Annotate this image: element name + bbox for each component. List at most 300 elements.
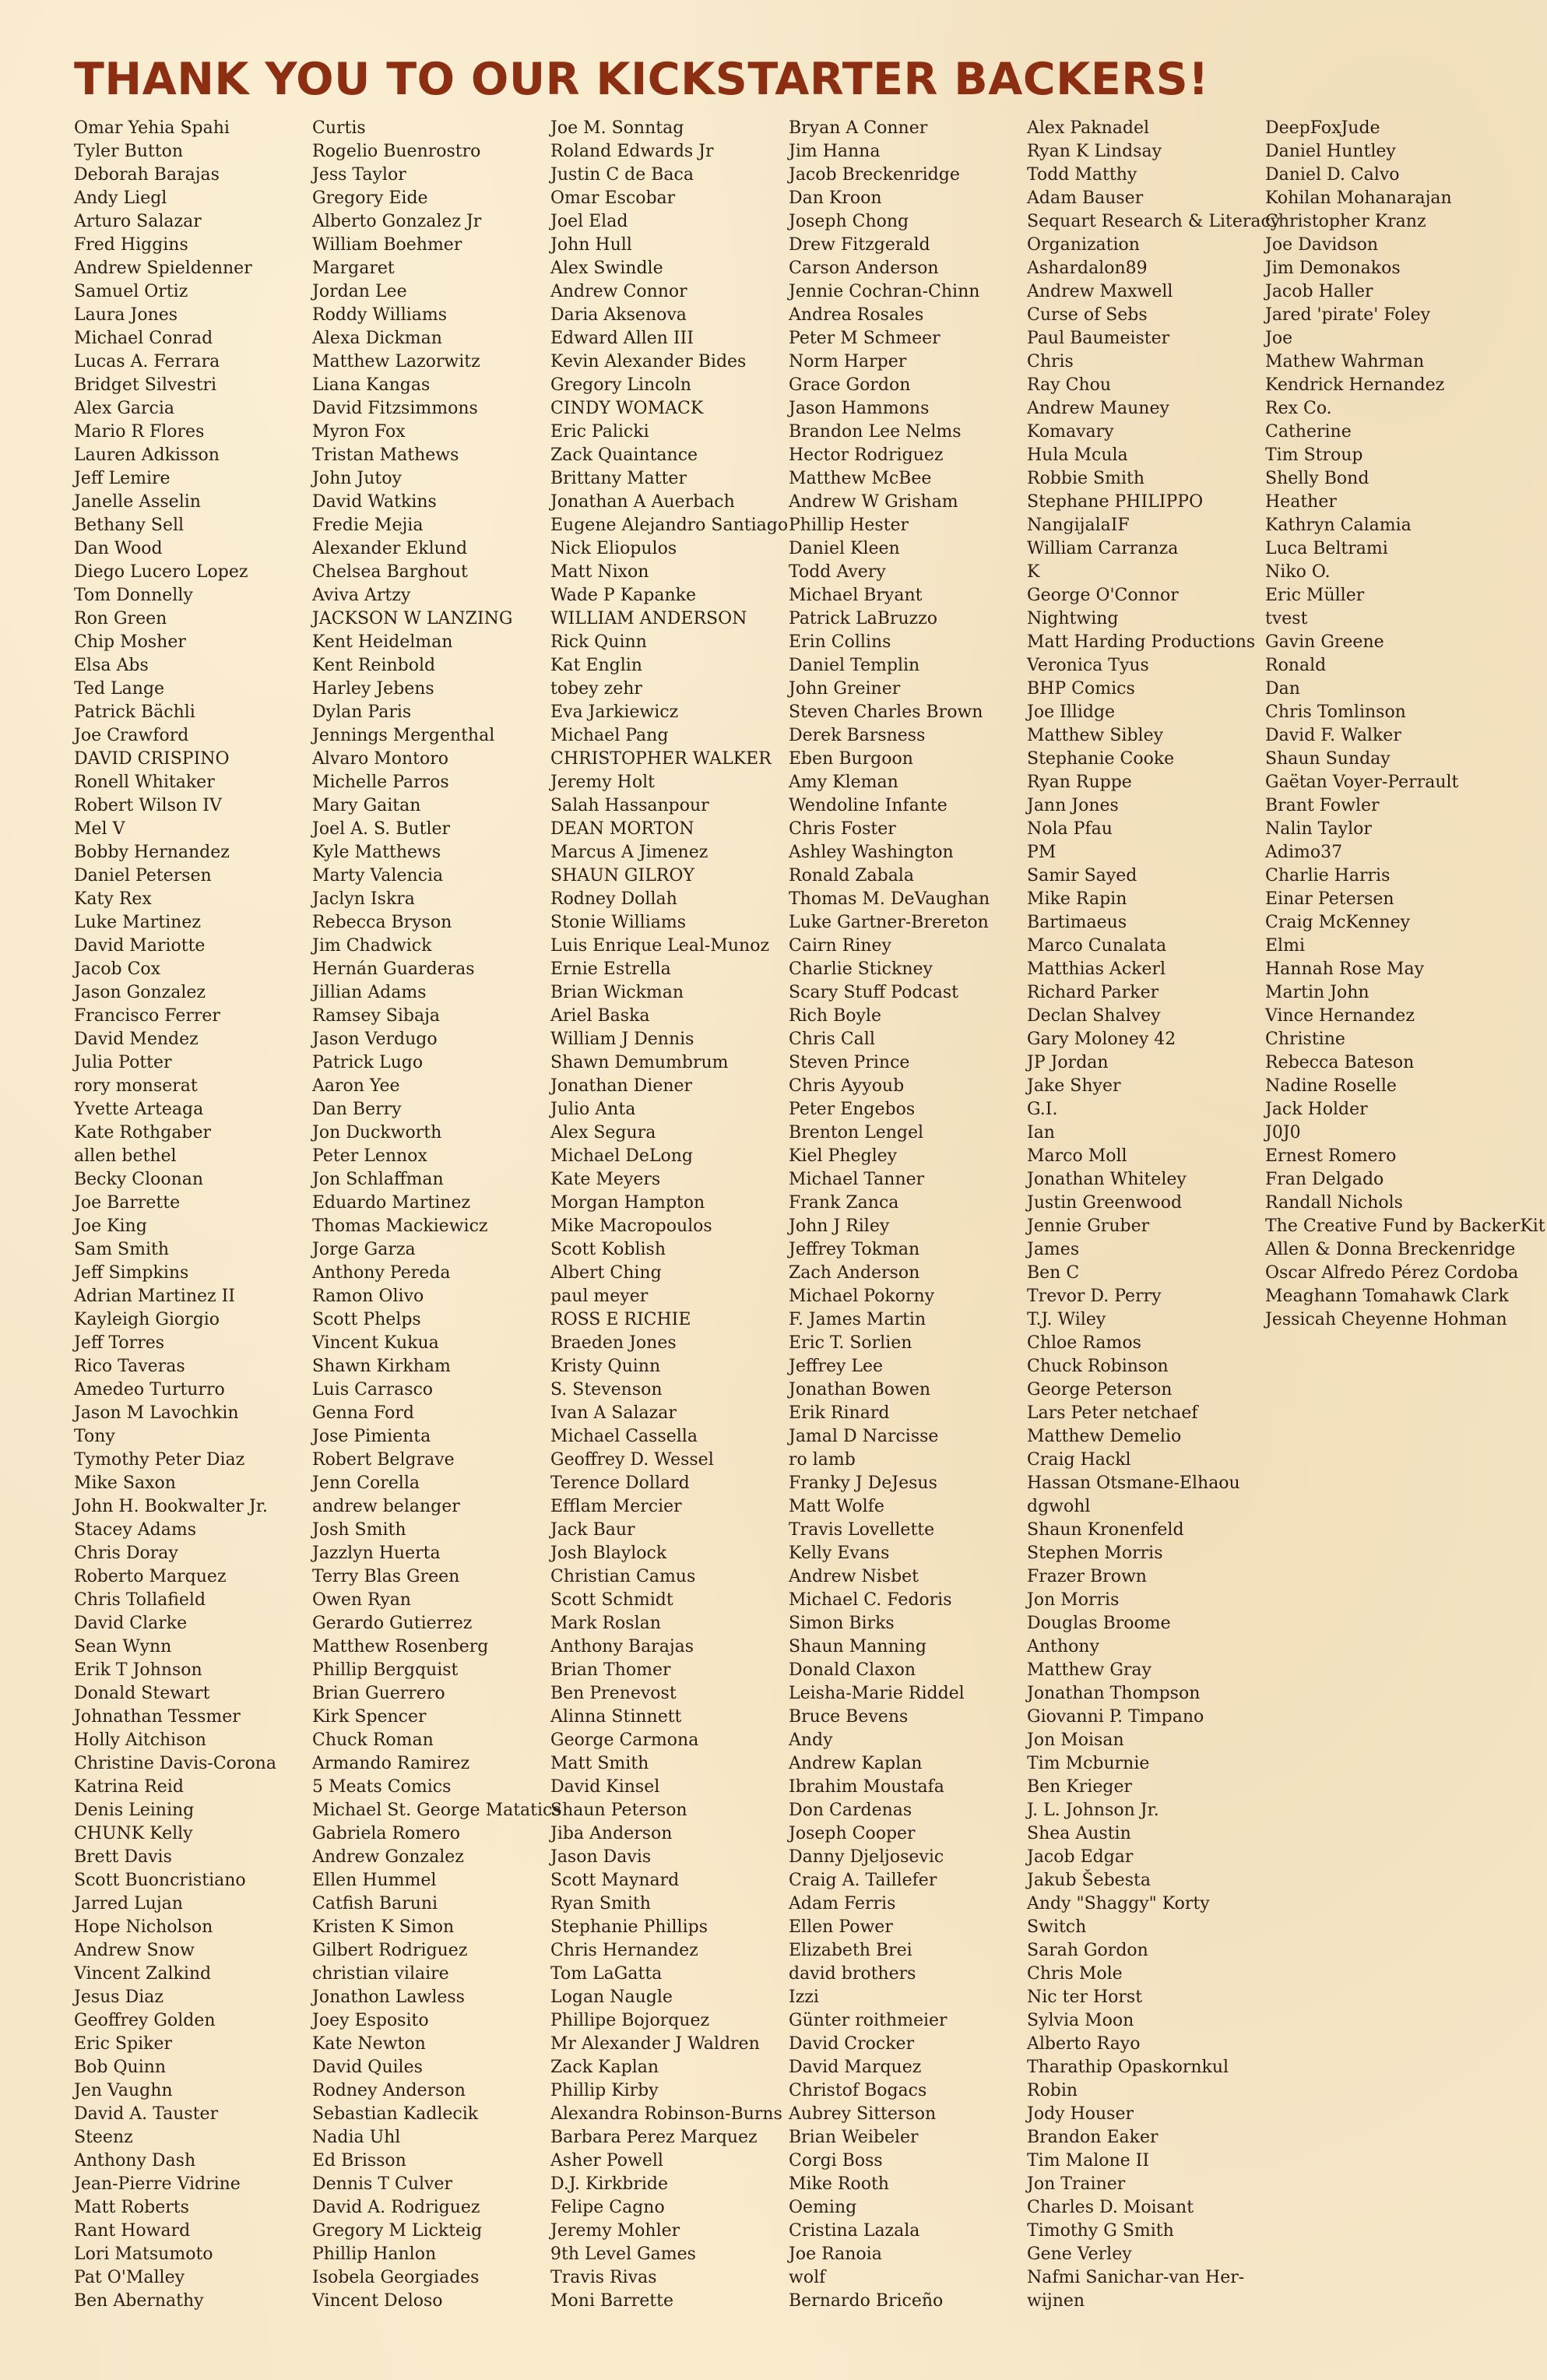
backer-name: Peter Lennox — [312, 1146, 427, 1166]
backer-name: Adimo37 — [1265, 843, 1343, 862]
backer-name: Elmi — [1265, 936, 1305, 956]
backer-name: Michael Bryant — [789, 586, 923, 605]
backer-name: Kate Newton — [312, 2034, 426, 2054]
backer-name: Arturo Salazar — [74, 212, 202, 231]
backer-name: Drew Fitzgerald — [789, 235, 930, 255]
backer-name: Ben Abernathy — [74, 2291, 204, 2311]
backer-column-1 — [74, 117, 312, 2313]
backer-name: Josh Smith — [312, 1520, 406, 1540]
backer-name: Daniel Kleen — [789, 539, 900, 558]
backer-name: Chris Foster — [789, 819, 896, 839]
backer-name: Ryan Ruppe — [1027, 773, 1132, 792]
backer-name: Oscar Alfredo Pérez Cordoba — [1265, 1263, 1519, 1283]
backer-name: Ellen Hummel — [312, 1871, 437, 1890]
backer-name: Matt Nixon — [550, 562, 649, 582]
backer-name: Todd Avery — [789, 562, 886, 582]
backer-name: Asher Powell — [550, 2151, 663, 2171]
backer-name: Julia Potter — [74, 1053, 172, 1072]
backer-name: Mike Rooth — [789, 2174, 889, 2194]
backer-name: Rodney Dollah — [550, 889, 677, 909]
backer-name: Nadia Uhl — [312, 2128, 401, 2147]
backer-name: William Boehmer — [312, 235, 462, 255]
backer-name: Adam Bauser — [1027, 188, 1144, 208]
backer-name: Adam Ferris — [789, 1894, 896, 1914]
backer-name: Peter Engebos — [789, 1100, 916, 1119]
backer-name: Scary Stuff Podcast — [789, 983, 958, 1002]
backer-name: Declan Shalvey — [1027, 1006, 1161, 1026]
backer-name: Scott Phelps — [312, 1310, 421, 1329]
backer-name: Brian Thomer — [550, 1660, 671, 1680]
backer-name: Alex Segura — [550, 1123, 656, 1142]
backer-name: Aviva Artzy — [312, 586, 411, 605]
backer-name: Jon Morris — [1027, 1590, 1120, 1610]
backer-name: Michelle Parros — [312, 773, 449, 792]
backer-name: Kent Heidelman — [312, 632, 453, 652]
backer-name: Frazer Brown — [1027, 1567, 1147, 1586]
backer-name: Charlie Harris — [1265, 866, 1391, 885]
backer-name: Joseph Cooper — [789, 1824, 916, 1843]
backer-name: Kathryn Calamia — [1265, 516, 1412, 535]
backer-name: Ivan A Salazar — [550, 1403, 677, 1423]
backer-name: wijnen — [1027, 2291, 1085, 2311]
backer-name: Shawn Demumbrum — [550, 1053, 729, 1072]
backer-name: Rico Taveras — [74, 1357, 185, 1376]
backer-name: Harley Jebens — [312, 679, 434, 699]
backer-name: Janelle Asselin — [74, 492, 201, 512]
backer-name: Rich Boyle — [789, 1006, 881, 1026]
backer-name: Niko O. — [1265, 562, 1331, 582]
backer-name: Josh Blaylock — [550, 1544, 667, 1563]
backer-name: Bryan A Conner — [789, 118, 928, 138]
backer-name: Joe — [1265, 329, 1293, 348]
backer-name: Andrea Rosales — [789, 305, 924, 325]
backer-name: Kohilan Mohanarajan — [1265, 188, 1452, 208]
backer-name: Ronald — [1265, 656, 1327, 675]
backer-name: Ron Green — [74, 609, 167, 628]
backer-name: Phillip Bergquist — [312, 1660, 459, 1680]
backer-name: Shelly Bond — [1265, 469, 1369, 488]
backer-name: Ryan Smith — [550, 1894, 651, 1914]
backer-name: Terence Dollard — [550, 1473, 690, 1493]
backer-name: Robbie Smith — [1027, 469, 1145, 488]
backer-name: JP Jordan — [1027, 1053, 1109, 1072]
backer-name: Chris Tollafield — [74, 1590, 206, 1610]
backer-name: Justin C de Baca — [550, 165, 694, 185]
backer-name: Tymothy Peter Diaz — [74, 1450, 245, 1470]
backer-name: Ted Lange — [74, 679, 165, 699]
backer-name: Ariel Baska — [550, 1006, 650, 1026]
backer-name: Armando Ramirez — [312, 1754, 470, 1773]
backer-name: Chris Doray — [74, 1544, 178, 1563]
backer-name: Omar Yehia Spahi — [74, 118, 230, 138]
backer-name: Diego Lucero Lopez — [74, 562, 248, 582]
backer-name: Mike Rapin — [1027, 889, 1127, 909]
backer-name: Ramon Olivo — [312, 1287, 424, 1306]
backer-name: Matt Harding Productions — [1027, 632, 1256, 652]
backer-name: tvest — [1265, 609, 1308, 628]
backer-name: Braeden Jones — [550, 1333, 677, 1353]
backer-name: Jann Jones — [1027, 796, 1119, 815]
backer-name: Daniel Petersen — [74, 866, 212, 885]
backer-name: J. L. Johnson Jr. — [1027, 1801, 1159, 1820]
backer-name: Eva Jarkiewicz — [550, 702, 679, 722]
backer-name: Chelsea Barghout — [312, 562, 468, 582]
backer-name: Curtis — [312, 118, 366, 138]
backer-name: Franky J DeJesus — [789, 1473, 937, 1493]
backer-name: Jarred Lujan — [74, 1894, 183, 1914]
backer-name: Bob Quinn — [74, 2058, 167, 2077]
backer-name: Michael Tanner — [789, 1170, 925, 1189]
backer-name: Alberto Gonzalez Jr — [312, 212, 482, 231]
backer-name: Lauren Adkisson — [74, 445, 220, 465]
backer-name: Rex Co. — [1265, 399, 1332, 418]
backer-name: NangijalaIF — [1027, 516, 1130, 535]
backer-name: Stephanie Phillips — [550, 1917, 708, 1937]
backer-name: Katy Rex — [74, 889, 152, 909]
backer-name: William J Dennis — [550, 1030, 694, 1049]
backer-name: Ben Prenevost — [550, 1684, 677, 1703]
backer-name: Luca Beltrami — [1265, 539, 1388, 558]
backer-name: Ben C — [1027, 1263, 1080, 1283]
backer-name: Bethany Sell — [74, 516, 185, 535]
backer-name: andrew belanger — [312, 1497, 460, 1516]
backer-name: Tharathip Opaskornkul — [1027, 2058, 1229, 2077]
backer-name: Deborah Barajas — [74, 165, 220, 185]
backer-name: Patrick Bächli — [74, 702, 195, 722]
backer-name: Isobela Georgiades — [312, 2268, 480, 2287]
backer-name: Jacob Edgar — [1027, 1847, 1134, 1867]
backer-name: Shaun Sunday — [1265, 749, 1391, 769]
backer-name: 5 Meats Comics — [312, 1777, 452, 1797]
backer-name: David Clarke — [74, 1614, 188, 1633]
backer-name: Dan — [1265, 679, 1300, 699]
backer-name: Hannah Rose May — [1265, 959, 1425, 979]
backer-name: Jaclyn Iskra — [312, 889, 415, 909]
backer-name: Hula Mcula — [1027, 445, 1128, 465]
backer-name: Alex Garcia — [74, 399, 175, 418]
backer-name: Rodney Anderson — [312, 2081, 466, 2100]
backer-name: Vincent Kukua — [312, 1333, 439, 1353]
backer-name: Vince Hernandez — [1265, 1006, 1415, 1026]
backer-name: Kat Englin — [550, 656, 642, 675]
backer-name: david brothers — [789, 1964, 916, 1984]
backer-name: Jason Verdugo — [312, 1030, 438, 1049]
backer-name: William Carranza — [1027, 539, 1179, 558]
backer-name: Efflam Mercier — [550, 1497, 682, 1516]
backer-name: Cristina Lazala — [789, 2221, 920, 2241]
backer-name: Phillipe Bojorquez — [550, 2011, 710, 2030]
backer-name: Salah Hassanpour — [550, 796, 709, 815]
backer-name: Gregory Lincoln — [550, 375, 691, 395]
backer-name: Jonathan Thompson — [1027, 1684, 1201, 1703]
backer-name: Matthew McBee — [789, 469, 932, 488]
backer-name: Gilbert Rodriguez — [312, 1941, 468, 1960]
backer-name: Matthew Gray — [1027, 1660, 1151, 1680]
backer-name: John Greiner — [789, 679, 901, 699]
backer-name: BHP Comics — [1027, 679, 1135, 699]
backer-name: Jamal D Narcisse — [789, 1427, 939, 1446]
backer-name: Ashardalon89 — [1027, 259, 1148, 278]
backer-name: Jonathon Lawless — [312, 1987, 465, 2007]
backer-name: Oeming — [789, 2198, 857, 2217]
backer-name: Christian Camus — [550, 1567, 696, 1586]
backer-name: Myron Fox — [312, 422, 406, 442]
backer-name: Nadine Roselle — [1265, 1076, 1397, 1096]
backer-name: Logan Naugle — [550, 1987, 673, 2007]
backer-name: T.J. Wiley — [1027, 1310, 1106, 1329]
backer-name: Zach Anderson — [789, 1263, 920, 1283]
backer-name: S. Stevenson — [550, 1380, 663, 1399]
backer-name: Andrew Gonzalez — [312, 1847, 464, 1867]
backer-name: dgwohl — [1027, 1497, 1091, 1516]
backer-name: Jacob Breckenridge — [789, 165, 960, 185]
backer-name: Dylan Paris — [312, 702, 412, 722]
backer-name: Albert Ching — [550, 1263, 662, 1283]
backer-column-6 — [1265, 117, 1545, 2313]
backer-name: Jeff Torres — [74, 1333, 165, 1353]
backer-name: Jennie Gruber — [1027, 1216, 1150, 1236]
backer-name: Sylvia Moon — [1027, 2011, 1134, 2030]
backer-name: Jared 'pirate' Foley — [1265, 305, 1431, 325]
backer-name: Matthias Ackerl — [1027, 959, 1166, 979]
backer-name: Hernán Guarderas — [312, 959, 475, 979]
backer-name: Joe M. Sonntag — [550, 118, 684, 138]
backer-name: David Watkins — [312, 492, 437, 512]
backer-name: John Jutoy — [312, 469, 402, 488]
backer-name: Simon Birks — [789, 1614, 895, 1633]
backer-name: Bartimaeus — [1027, 913, 1127, 932]
backer-name: Shaun Manning — [789, 1637, 926, 1656]
backer-name: Jason M Lavochkin — [74, 1403, 239, 1423]
backer-name: Mel V — [74, 819, 125, 839]
backer-name: Joe Crawford — [74, 726, 189, 745]
backer-name: Tony — [74, 1427, 115, 1446]
backer-name: Derek Barsness — [789, 726, 926, 745]
backer-name: Chuck Robinson — [1027, 1357, 1169, 1376]
backer-name: Chris — [1027, 352, 1074, 371]
backer-name: Todd Matthy — [1027, 165, 1137, 185]
backer-name: Donald Claxon — [789, 1660, 916, 1680]
backer-name: Dan Wood — [74, 539, 163, 558]
backer-name: Shawn Kirkham — [312, 1357, 451, 1376]
backer-name: Aubrey Sitterson — [789, 2104, 937, 2124]
backer-name: Patrick LaBruzzo — [789, 609, 937, 628]
backer-name: Tim Mcburnie — [1027, 1754, 1150, 1773]
backer-name: Jason Hammons — [789, 399, 930, 418]
backer-name: Travis Rivas — [550, 2268, 657, 2287]
backer-name: Matt Wolfe — [789, 1497, 884, 1516]
backer-name: Jordan Lee — [312, 282, 407, 301]
backer-name: Stephanie Cooke — [1027, 749, 1175, 769]
backer-name: Meaghann Tomahawk Clark — [1265, 1287, 1509, 1306]
backer-name: Rant Howard — [74, 2221, 191, 2241]
backer-name: John H. Bookwalter Jr. — [74, 1497, 268, 1516]
backer-name: Becky Cloonan — [74, 1170, 204, 1189]
backer-name: Timothy G Smith — [1027, 2221, 1174, 2241]
backer-name: Erin Collins — [789, 632, 891, 652]
backer-name: Heather — [1265, 492, 1337, 512]
backer-name: Genna Ford — [312, 1403, 414, 1423]
backer-name: DAVID CRISPINO — [74, 749, 230, 769]
backer-name: Justin Greenwood — [1027, 1193, 1183, 1213]
backer-name: Jon Moisan — [1027, 1730, 1124, 1750]
backer-name: Ian — [1027, 1123, 1055, 1142]
backer-name: Trevor D. Perry — [1027, 1287, 1162, 1306]
backer-name: Andrew Connor — [550, 282, 687, 301]
backer-name: Carson Anderson — [789, 259, 939, 278]
backer-name: Yvette Arteaga — [74, 1100, 204, 1119]
backer-name: PM — [1027, 843, 1057, 862]
backer-name: Vincent Deloso — [312, 2291, 443, 2311]
backer-name: Alexander Eklund — [312, 539, 468, 558]
backer-name: Joel A. S. Butler — [312, 819, 451, 839]
backer-name: Alex Paknadel — [1027, 118, 1150, 138]
backer-name: Gary Moloney 42 — [1027, 1030, 1176, 1049]
backer-name: G.I. — [1027, 1100, 1058, 1119]
backer-name: Hassan Otsmane-Elhaou — [1027, 1473, 1240, 1493]
backer-name: Luke Martinez — [74, 913, 201, 932]
backer-name: Julio Anta — [550, 1100, 636, 1119]
backer-name: Curse of Sebs — [1027, 305, 1148, 325]
backer-name: Eric T. Sorlien — [789, 1333, 912, 1353]
backer-name: Eric Spiker — [74, 2034, 172, 2054]
backer-name: Moni Barrette — [550, 2291, 674, 2311]
backer-name: Cairn Riney — [789, 936, 891, 956]
backer-name: Alinna Stinnett — [550, 1707, 682, 1727]
backer-name: George O'Connor — [1027, 586, 1179, 605]
backer-name: Nola Pfau — [1027, 819, 1113, 839]
backer-name: Chuck Roman — [312, 1730, 434, 1750]
backer-name: Mr Alexander J Waldren — [550, 2034, 760, 2054]
backer-name: Martin John — [1265, 983, 1369, 1002]
backer-name: Andy Liegl — [74, 188, 167, 208]
backer-name: Andrew Nisbet — [789, 1567, 919, 1586]
backer-name: John J Riley — [789, 1216, 890, 1236]
backer-name: Chris Ayyoub — [789, 1076, 905, 1096]
backer-name: Wendoline Infante — [789, 796, 948, 815]
backer-name: Brittany Matter — [550, 469, 687, 488]
backer-name: Marcus A Jimenez — [550, 843, 708, 862]
backer-name: Jim Hanna — [789, 142, 881, 161]
backer-name: Kirk Spencer — [312, 1707, 427, 1727]
backer-name: Andy "Shaggy" Korty — [1027, 1894, 1210, 1914]
backer-name: Chris Hernandez — [550, 1941, 698, 1960]
backer-name: Stephane PHILIPPO — [1027, 492, 1204, 512]
backer-name: Geoffrey Golden — [74, 2011, 216, 2030]
backer-name: Lori Matsumoto — [74, 2244, 213, 2264]
backer-name: Tristan Mathews — [312, 445, 459, 465]
backer-name: Ben Krieger — [1027, 1777, 1132, 1797]
backer-name: Steven Charles Brown — [789, 702, 983, 722]
backer-name: Thomas Mackiewicz — [312, 1216, 488, 1236]
backer-name: SHAUN GILROY — [550, 866, 694, 885]
backer-name: Gavin Greene — [1265, 632, 1384, 652]
backer-name: Ed Brisson — [312, 2151, 406, 2171]
backer-name: Shea Austin — [1027, 1824, 1131, 1843]
backer-name: christian vilaire — [312, 1964, 449, 1984]
backer-name: F. James Martin — [789, 1310, 926, 1329]
backer-name: Joel Elad — [550, 212, 628, 231]
backer-name: Daniel Templin — [789, 656, 920, 675]
backer-name: K — [1027, 562, 1040, 582]
backer-name: Felipe Cagno — [550, 2198, 665, 2217]
backer-name: allen bethel — [74, 1146, 177, 1166]
backer-name: David Crocker — [789, 2034, 915, 2054]
backer-name: Jon Schlaffman — [312, 1170, 444, 1189]
backer-name: The Creative Fund by BackerKit — [1265, 1216, 1545, 1236]
backer-name: Randall Nichols — [1265, 1193, 1403, 1213]
backer-name: Vincent Zalkind — [74, 1964, 212, 1984]
backer-name: Hope Nicholson — [74, 1917, 213, 1937]
backer-name: Brian Weibeler — [789, 2128, 919, 2147]
backer-name: Jake Shyer — [1027, 1076, 1121, 1096]
backer-name: Paul Baumeister — [1027, 329, 1170, 348]
backer-name: Michael Pokorny — [789, 1287, 935, 1306]
backer-name: Jessicah Cheyenne Hohman — [1265, 1310, 1507, 1329]
backer-name: Alvaro Montoro — [312, 749, 449, 769]
backer-name: Jon Trainer — [1027, 2174, 1126, 2194]
backer-name: Marty Valencia — [312, 866, 444, 885]
page-title: THANK YOU TO OUR KICKSTARTER BACKERS! — [74, 54, 1209, 105]
backer-name: Rick Quinn — [550, 632, 647, 652]
backer-name: David Quiles — [312, 2058, 423, 2077]
backer-name: Jim Chadwick — [312, 936, 432, 956]
backer-name: Jeff Simpkins — [74, 1263, 189, 1283]
backer-name: Eric Palicki — [550, 422, 649, 442]
backer-name: Mark Roslan — [550, 1614, 661, 1633]
backer-name: WILLIAM ANDERSON — [550, 609, 747, 628]
backer-name: Grace Gordon — [789, 375, 911, 395]
backer-name: Dan Berry — [312, 1100, 402, 1119]
backer-name: Jonathan Diener — [550, 1076, 693, 1096]
backer-name: Tim Malone II — [1027, 2151, 1150, 2171]
backer-name: David F. Walker — [1265, 726, 1401, 745]
backer-name: Christopher Kranz — [1265, 212, 1426, 231]
backer-name: Rebecca Bryson — [312, 913, 452, 932]
backer-name: Jean-Pierre Vidrine — [74, 2174, 241, 2194]
backer-name: Kevin Alexander Bides — [550, 352, 747, 371]
backer-name: Jesus Diaz — [74, 1987, 163, 2007]
backer-name: Adrian Martinez II — [74, 1287, 235, 1306]
backer-name: Amedeo Turturro — [74, 1380, 225, 1399]
backer-name: Bridget Silvestri — [74, 375, 217, 395]
backer-name: ROSS E RICHIE — [550, 1310, 691, 1329]
backer-name: Ernie Estrella — [550, 959, 671, 979]
backer-name: Fredie Mejia — [312, 516, 424, 535]
backer-name: Barbara Perez Marquez — [550, 2128, 758, 2147]
backer-name: Michael Pang — [550, 726, 669, 745]
backer-name: Fred Higgins — [74, 235, 188, 255]
backer-name: CHUNK Kelly — [74, 1824, 193, 1843]
backer-name: Gerardo Gutierrez — [312, 1614, 473, 1633]
backer-name: Craig Hackl — [1027, 1450, 1131, 1470]
backer-name: Jason Gonzalez — [74, 983, 206, 1002]
backer-name: Daniel D. Calvo — [1265, 165, 1400, 185]
backer-name: CHRISTOPHER WALKER — [550, 749, 772, 769]
backer-name: Mario R Flores — [74, 422, 205, 442]
backer-name: Tyler Button — [74, 142, 184, 161]
backer-name: Chris Tomlinson — [1265, 702, 1406, 722]
backer-name: DeepFoxJude — [1265, 118, 1380, 138]
backer-name: Nic ter Horst — [1027, 1987, 1143, 2007]
backer-name: wolf — [789, 2268, 826, 2287]
backer-name: tobey zehr — [550, 679, 642, 699]
backer-name: Aaron Yee — [312, 1076, 400, 1096]
backer-name: Robert Belgrave — [312, 1450, 455, 1470]
backer-name: Zack Quaintance — [550, 445, 698, 465]
backer-name: Christine Davis-Corona — [74, 1754, 276, 1773]
backer-name: Luis Enrique Leal-Munoz — [550, 936, 770, 956]
